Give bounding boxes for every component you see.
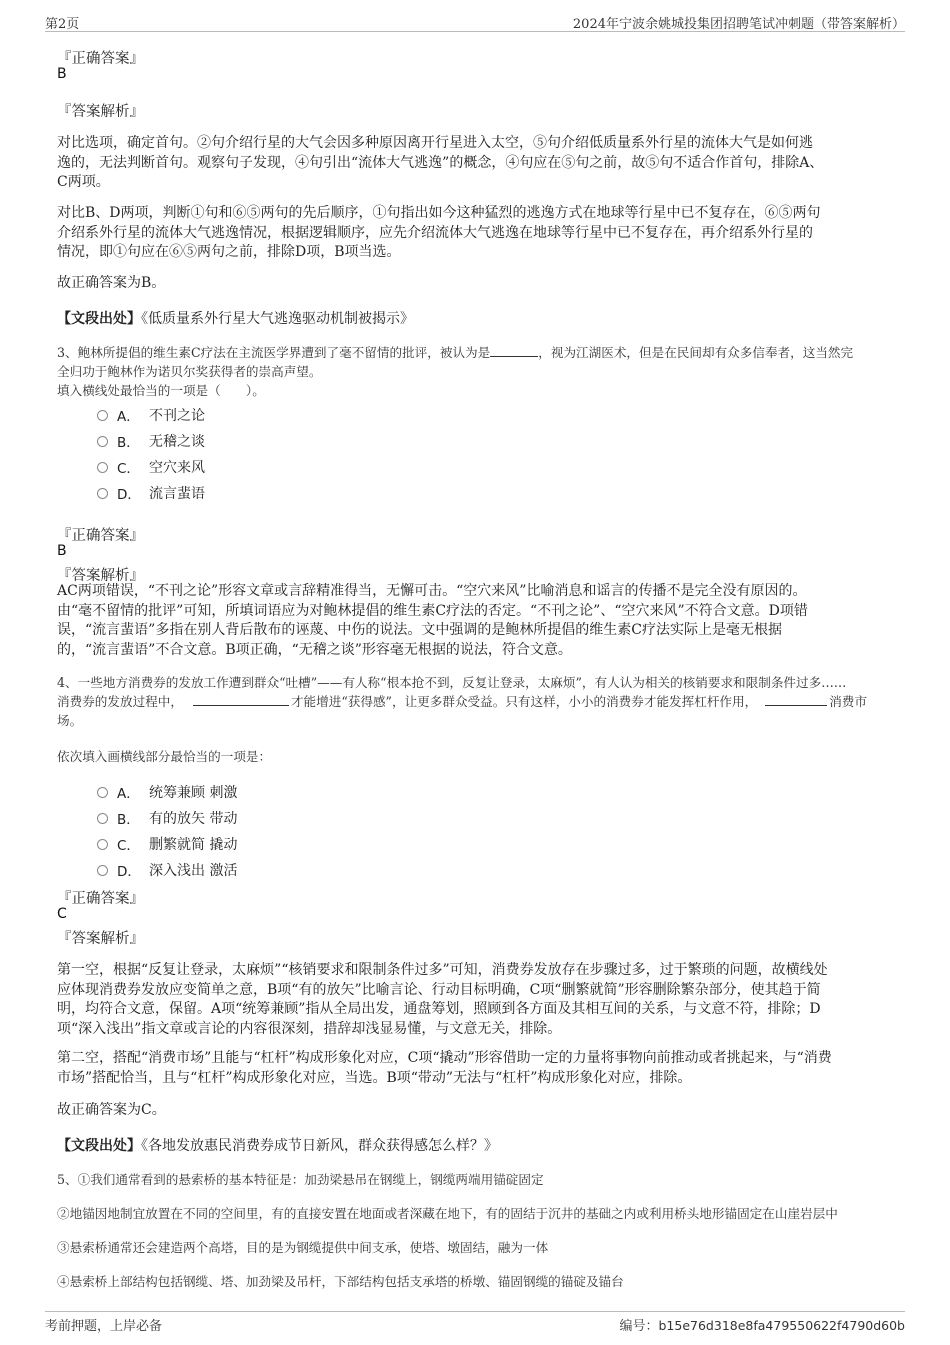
fill-blank-1 xyxy=(193,693,289,706)
q4-option-d[interactable]: D． 深入浅出 激活 xyxy=(97,860,237,880)
question-5-line-3: ③悬索桥通常还会建造两个高塔，目的是为钢缆提供中间支承，使塔、墩固结，融为一体 xyxy=(57,1240,549,1255)
q3-option-c[interactable]: C． 空穴来风 xyxy=(97,457,205,477)
q4-source-citation: 【文段出处】《各地发放惠民消费券成节日新风，群众获得感怎么样？》 xyxy=(57,1138,498,1154)
analysis-label: 『答案解析』 xyxy=(57,104,144,120)
correct-answer: B xyxy=(57,66,67,82)
footer-slogan: 考前押题，上岸必备 xyxy=(45,1319,163,1334)
question-3-stem: 3、鲍林所提倡的维生素C疗法在主流医学界遭到了毫不留情的批评，被认为是 ，视为江湖医术，但是在民间却有众多信奉者，这当然完 全归功于鲍林作为诺贝尔奖获得者的崇高声望。 填入横线处最恰当的一项是（ ）。 xyxy=(57,345,854,398)
page-number: 第2页 xyxy=(45,17,80,32)
q4-option-b[interactable]: B． 有的放矢 带动 xyxy=(97,808,237,828)
radio-icon[interactable] xyxy=(97,787,108,798)
q3-analysis-label: 『答案解析』 xyxy=(57,568,144,584)
q3-correct-answer: B xyxy=(57,543,67,559)
header-divider xyxy=(45,31,905,32)
question-4-prompt: 依次填入画横线部分最恰当的一项是： xyxy=(57,749,272,764)
question-5-line-4: ④悬索桥上部结构包括钢缆、塔、加劲梁及吊杆，下部结构包括支承塔的桥墩、锚固钢缆的锚碇及锚台 xyxy=(57,1274,624,1289)
fill-blank xyxy=(490,344,538,357)
radio-icon[interactable] xyxy=(97,462,108,473)
q4-analysis-label: 『答案解析』 xyxy=(57,931,144,947)
radio-icon[interactable] xyxy=(97,488,108,499)
q3-option-a[interactable]: A． 不刊之论 xyxy=(97,405,205,425)
q3-analysis: AC两项错误，“不刊之论”形容文章或言辞精准得当，无懈可击。“空穴来风”比喻消息和谣言的传播不是完全没有原因的。 由“毫不留情的批评”可知，所填词语应为对鲍林提倡的维生素C疗法的否定。“不刊之论”、“空穴来风”不符合文意。D项错 误，“流言蜚语”多指在别人背后散布的诬蔑、中伤的说法。文中强调的是鲍林所提倡的维生素C疗法实际上是毫无根据 的，“流言蜚语”不合文意。B项正确，“无稽之谈”形容毫无根据的说法，符合文意。 xyxy=(57,583,808,658)
fill-blank-2 xyxy=(765,693,827,706)
footer-divider xyxy=(45,1311,905,1312)
question-5-line-1: 5、①我们通常看到的悬索桥的基本特征是：加劲梁悬吊在钢缆上，钢缆两端用锚碇固定 xyxy=(57,1172,544,1187)
radio-icon[interactable] xyxy=(97,410,108,421)
q4-correct-answer-label: 『正确答案』 xyxy=(57,891,144,907)
analysis-paragraph-1: 对比选项，确定首句。②句介绍行星的大气会因多种原因离开行星进入太空，⑤句介绍低质量系外行星的流体大气是如何逃 逸的，无法判断首句。观察句子发现，④句引出“流体大气逃逸”的概念，④句应在⑤句之前，故⑤句不适合作首句，排除A、 C两项。 xyxy=(57,135,824,190)
q3-option-d[interactable]: D． 流言蜚语 xyxy=(97,483,205,503)
question-5-line-2: ②地锚因地制宜放置在不同的空间里，有的直接安置在地面或者深藏在地下，有的固结于沉井的基础之内或利用桥头地形锚固定在山崖岩层中 xyxy=(57,1206,838,1221)
q3-correct-answer-label: 『正确答案』 xyxy=(57,528,144,544)
question-4-stem: 4、一些地方消费券的发放工作遭到群众“吐槽”——有人称“根本抢不到，反复让登录，太麻烦”，有人认为相关的核销要求和限制条件过多…… 消费券的发放过程中， 才能增进“获得感”，让更多群众受益。只有这样，小小的消费券才能发挥杠杆作用， 消费市 场。 xyxy=(57,675,867,728)
analysis-paragraph-2: 对比B、D两项，判断①句和⑥⑤两句的先后顺序，①句指出如今这种猛烈的逃逸方式在地球等行星中已不复存在，⑥⑤两句 介绍系外行星的流体大气逃逸情况，根据逻辑顺序，应先介绍流体大气逃逸在地球等行星中已不复存在，再介绍系外行星的 情况，即①句应在⑥⑤两句之前，排除D项，B项当选。 xyxy=(57,205,821,260)
q4-option-a[interactable]: A． 统筹兼顾 刺激 xyxy=(97,782,237,802)
q4-option-c[interactable]: C． 删繁就简 撬动 xyxy=(97,834,237,854)
q4-analysis-paragraph-1: 第一空，根据“反复让登录，太麻烦”“核销要求和限制条件过多”可知，消费券发放存在步骤过多，过于繁琐的问题，故横线处 应体现消费券发放应变简单之意，B项“有的放矢”比喻言论、行动目标明确，C项“删繁就简”形容删除繁杂部分，使其趋于简 明，均符合文意，保留。A项“统筹兼顾”指从全局出发，通盘筹划，照顾到各方面及其相互间的关系，与文意不符，排除；D 项“深入浅出”指文章或言论的内容很深刻，措辞却浅显易懂，与文意无关，排除。 xyxy=(57,962,828,1037)
source-citation: 【文段出处】《低质量系外行星大气逃逸驱动机制被揭示》 xyxy=(57,311,414,327)
document-code: 编号：b15e76d318e8fa479550622f4790d60b xyxy=(619,1318,905,1334)
radio-icon[interactable] xyxy=(97,813,108,824)
radio-icon[interactable] xyxy=(97,839,108,850)
document-title: 2024年宁波余姚城投集团招聘笔试冲刺题（带答案解析） xyxy=(572,17,905,32)
radio-icon[interactable] xyxy=(97,436,108,447)
correct-answer-label: 『正确答案』 xyxy=(57,51,144,67)
q4-correct-answer: C xyxy=(57,906,67,922)
radio-icon[interactable] xyxy=(97,865,108,876)
q4-conclusion: 故正确答案为C。 xyxy=(57,1102,166,1118)
q4-analysis-paragraph-2: 第二空，搭配“消费市场”且能与“杠杆”构成形象化对应，C项“撬动”形容借助一定的力量将事物向前推动或者挑起来，与“消费 市场”搭配恰当，且与“杠杆”构成形象化对应，当选。B项“带动”无法与“杠杆”构成形象化对应，排除。 xyxy=(57,1050,832,1086)
q3-option-b[interactable]: B． 无稽之谈 xyxy=(97,431,205,451)
conclusion: 故正确答案为B。 xyxy=(57,275,166,291)
